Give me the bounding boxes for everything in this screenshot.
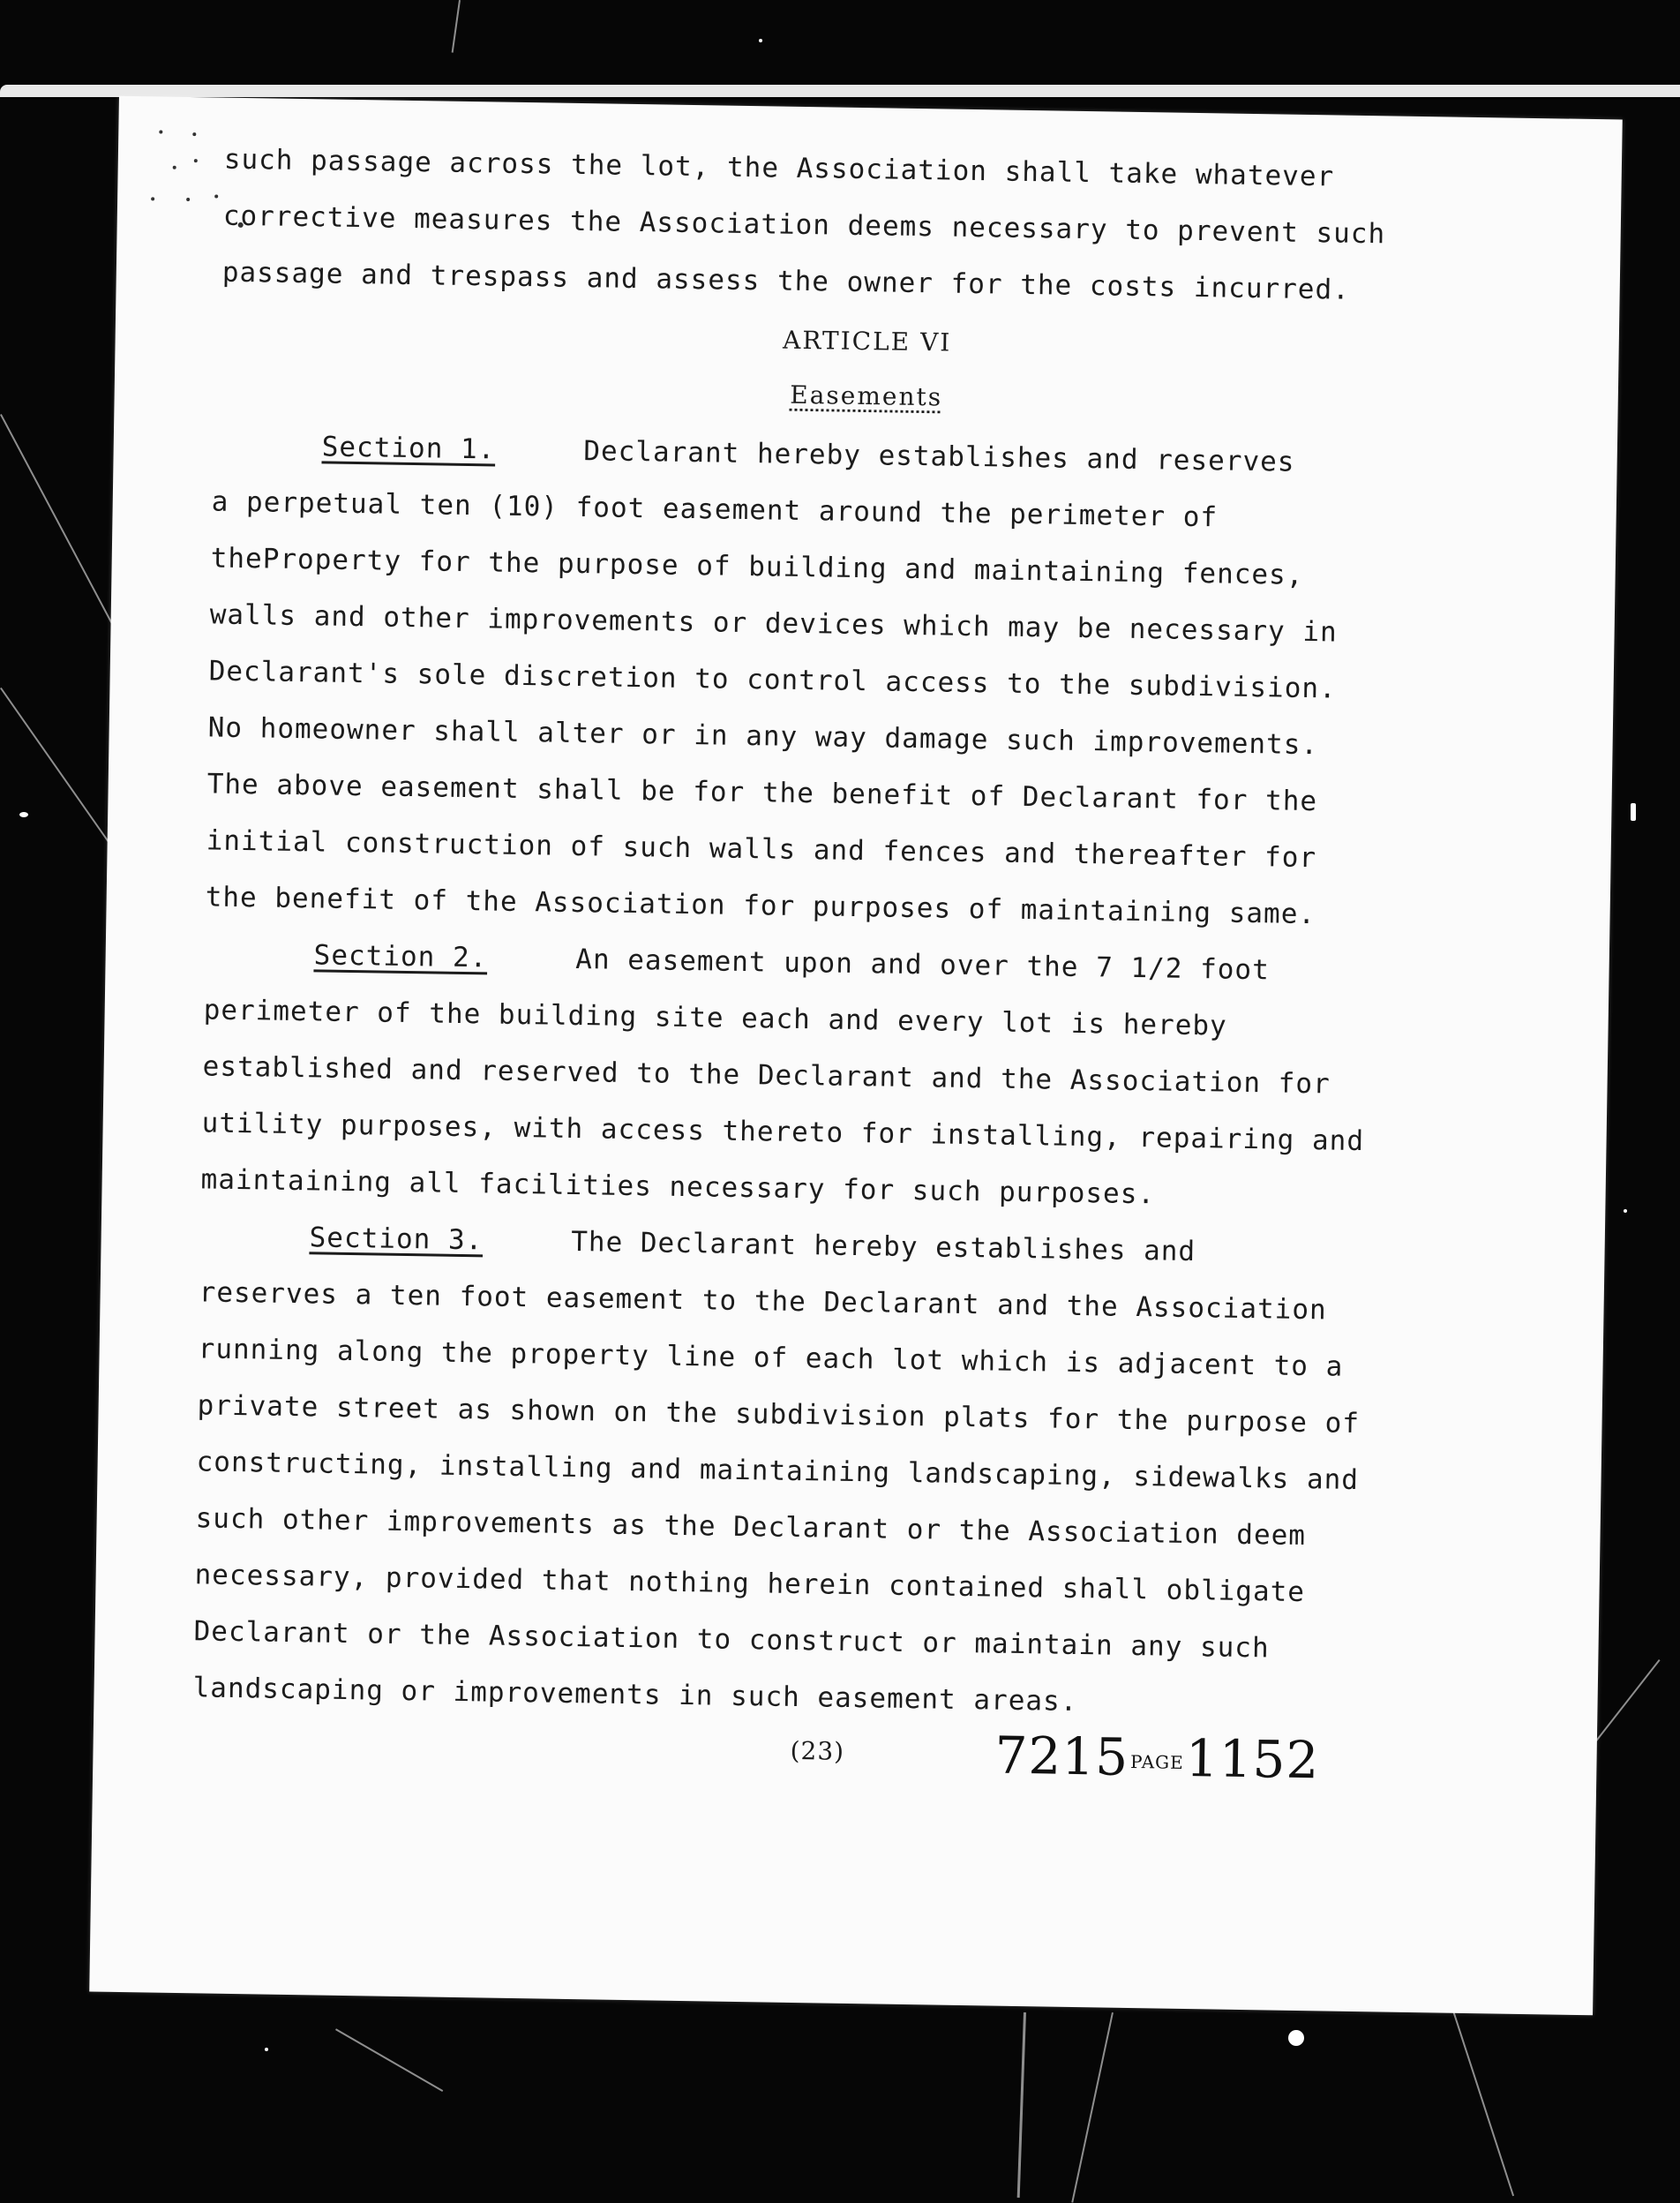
stamp-volume: 7215 bbox=[994, 1725, 1129, 1787]
stamp-page: 1152 bbox=[1185, 1727, 1320, 1791]
section-2-first-line bbox=[313, 939, 1270, 986]
speck bbox=[19, 812, 28, 817]
text-line: perimeter of the building site each and every lot is hereby bbox=[203, 994, 1228, 1042]
text-line: Declarant's sole discretion to control access to the subdivision. bbox=[208, 655, 1338, 705]
section-1-first-text: Declarant hereby establishes and reserves bbox=[583, 435, 1295, 478]
speck bbox=[1631, 803, 1636, 821]
scratch bbox=[1447, 1994, 1514, 2196]
text-line: private street as shown on the subdivision plats for the purpose of bbox=[197, 1389, 1361, 1440]
scratch bbox=[452, 0, 461, 53]
text-line: the benefit of the Association for purposes of maintaining same. bbox=[205, 881, 1316, 931]
section-3-label: Section 3. bbox=[309, 1222, 484, 1257]
page-number: (23) bbox=[790, 1735, 845, 1766]
text-line: No homeowner shall alter or in any way damage such improvements. bbox=[207, 711, 1319, 762]
section-3-first-text: The Declarant hereby establishes and bbox=[571, 1225, 1196, 1268]
scratch bbox=[335, 2028, 443, 2092]
stamp-mid: PAGE bbox=[1129, 1750, 1184, 1773]
text-line: walls and other improvements or devices which may be necessary in bbox=[209, 598, 1339, 649]
section-2-label: Section 2. bbox=[313, 939, 488, 974]
text-line: established and reserved to the Declarant and the Association for bbox=[202, 1050, 1331, 1101]
text-line: such passage across the lot, the Association shall take whatever bbox=[223, 143, 1335, 193]
scratch bbox=[1017, 2012, 1026, 2198]
scan-edge-band bbox=[0, 85, 1680, 97]
article-heading: ARTICLE VI bbox=[782, 325, 952, 357]
speck bbox=[1624, 1209, 1627, 1213]
speck bbox=[759, 39, 762, 42]
recording-stamp bbox=[994, 1726, 1320, 1791]
text-line: theProperty for the purpose of building and maintaining fences, bbox=[210, 542, 1304, 591]
text-line: corrective measures the Association deems necessary to prevent such bbox=[222, 199, 1386, 251]
text-line: initial construction of such walls and fences and thereafter for bbox=[206, 824, 1317, 875]
section-1-first-line bbox=[321, 431, 1294, 477]
text-line: constructing, installing and maintaining landscaping, sidewalks and bbox=[196, 1446, 1360, 1497]
text-line: passage and trespass and assess the owner for the costs incurred. bbox=[221, 256, 1351, 306]
text-line: necessary, provided that nothing herein contained shall obligate bbox=[194, 1559, 1306, 1609]
article-title bbox=[115, 370, 1618, 423]
text-line: reserves a ten foot easement to the Declarant and the Association bbox=[199, 1276, 1327, 1327]
section-3-first-line bbox=[309, 1222, 1196, 1267]
article-title-text: Easements bbox=[790, 380, 943, 412]
document-body bbox=[89, 96, 1623, 2016]
section-2-first-text: An easement upon and over the 7 1/2 foot bbox=[575, 943, 1271, 987]
document-page bbox=[89, 96, 1623, 2016]
text-line: such other improvements as the Declarant or the Association deem bbox=[195, 1502, 1307, 1553]
text-line: The above easement shall be for the benefit of Declarant for the bbox=[206, 768, 1318, 818]
text-line: maintaining all facilities necessary for such purposes. bbox=[200, 1163, 1156, 1211]
speck bbox=[1288, 2030, 1304, 2046]
scratch bbox=[1071, 2012, 1114, 2203]
text-line: utility purposes, with access thereto for installing, repairing and bbox=[201, 1107, 1365, 1158]
text-line: running along the property line of each lot which is adjacent to a bbox=[198, 1333, 1344, 1383]
text-line: Declarant or the Association to construct or maintain any such bbox=[193, 1615, 1270, 1665]
text-line: landscaping or improvements in such easement areas. bbox=[192, 1672, 1078, 1718]
speck bbox=[265, 2048, 268, 2051]
text-line: a perpetual ten (10) foot easement around the perimeter of bbox=[211, 485, 1219, 534]
section-1-label: Section 1. bbox=[321, 431, 496, 466]
